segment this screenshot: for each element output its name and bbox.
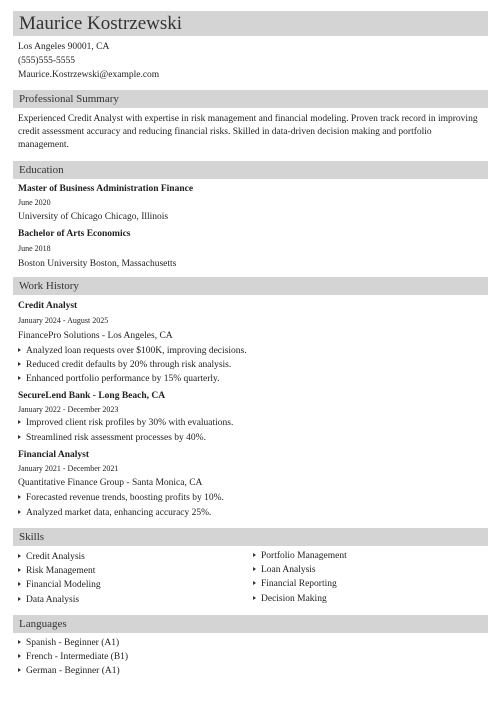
- bullet-icon: [18, 654, 21, 658]
- address: Los Angeles 90001, CA: [18, 42, 110, 52]
- education-degree: Bachelor of Arts Economics: [18, 229, 131, 239]
- bullet-icon: [18, 348, 21, 352]
- skills-heading: Skills: [13, 528, 488, 546]
- skill-item: Financial Reporting: [253, 578, 337, 590]
- bullet-icon: [18, 510, 21, 514]
- job-bullet: Analyzed market data, enhancing accuracy 25%.: [18, 507, 211, 519]
- bullet-icon: [253, 553, 256, 557]
- bullet-icon: [18, 376, 21, 380]
- education-degree: Master of Business Administration Finance: [18, 184, 194, 194]
- bullet-icon: [18, 554, 21, 558]
- bullet-icon: [253, 596, 256, 600]
- skill-item: Portfolio Management: [253, 550, 347, 562]
- work-heading: Work History: [13, 277, 488, 295]
- bullet-icon: [18, 362, 21, 366]
- job-dates: January 2024 - August 2025: [18, 316, 109, 325]
- phone: (555)555-5555: [18, 56, 75, 66]
- summary-heading: Professional Summary: [13, 90, 488, 108]
- job-bullet: Forecasted revenue trends, boosting profits by 10%.: [18, 492, 224, 504]
- summary-text: Experienced Credit Analyst with expertise in risk management and financial modeling. Proven track record in improving credit assessment accuracy and reducing financial risks. Skilled in data-driven decision making and portfolio management.: [18, 114, 478, 150]
- skill-item: Financial Modeling: [18, 579, 101, 591]
- job-bullet: Enhanced portfolio performance by 15% quarterly.: [18, 373, 220, 385]
- education-school: Boston University Boston, Massachusetts: [18, 259, 177, 269]
- education-date: June 2018: [18, 244, 51, 253]
- name-header: Maurice Kostrzewski: [13, 11, 488, 36]
- education-heading: Education: [13, 161, 488, 179]
- job-bullet: Streamlined risk assessment processes by 40%.: [18, 432, 206, 444]
- job-title: Financial Analyst: [18, 450, 89, 460]
- bullet-icon: [18, 640, 21, 644]
- bullet-icon: [253, 581, 256, 585]
- education-school: University of Chicago Chicago, Illinois: [18, 212, 169, 222]
- skill-item: Loan Analysis: [253, 564, 316, 576]
- education-date: June 2020: [18, 198, 51, 207]
- bullet-icon: [18, 668, 21, 672]
- bullet-icon: [18, 568, 21, 572]
- skill-item: Decision Making: [253, 593, 327, 605]
- language-item: German - Beginner (A1): [18, 665, 120, 677]
- language-item: French - Intermediate (B1): [18, 651, 128, 663]
- job-bullet: Reduced credit defaults by 20% through risk analysis.: [18, 359, 231, 371]
- language-item: Spanish - Beginner (A1): [18, 637, 119, 649]
- skill-item: Risk Management: [18, 565, 95, 577]
- job-dates: January 2022 - December 2023: [18, 405, 119, 414]
- job-dates: January 2021 - December 2021: [18, 464, 119, 473]
- bullet-icon: [18, 420, 21, 424]
- languages-heading: Languages: [13, 615, 488, 633]
- bullet-icon: [18, 495, 21, 499]
- bullet-icon: [253, 567, 256, 571]
- job-title: Credit Analyst: [18, 301, 78, 311]
- skill-item: Data Analysis: [18, 594, 79, 606]
- job-company: FinancePro Solutions - Los Angeles, CA: [18, 331, 173, 341]
- job-bullet: Improved client risk profiles by 30% with evaluations.: [18, 417, 233, 429]
- email: Maurice.Kostrzewski@example.com: [18, 70, 160, 80]
- job-company: Quantitative Finance Group - Santa Monica, CA: [18, 478, 203, 488]
- job-title: SecureLend Bank - Long Beach, CA: [18, 391, 166, 401]
- bullet-icon: [18, 435, 21, 439]
- bullet-icon: [18, 597, 21, 601]
- bullet-icon: [18, 582, 21, 586]
- skill-item: Credit Analysis: [18, 551, 85, 563]
- job-bullet: Analyzed loan requests over $100K, improving decisions.: [18, 345, 247, 357]
